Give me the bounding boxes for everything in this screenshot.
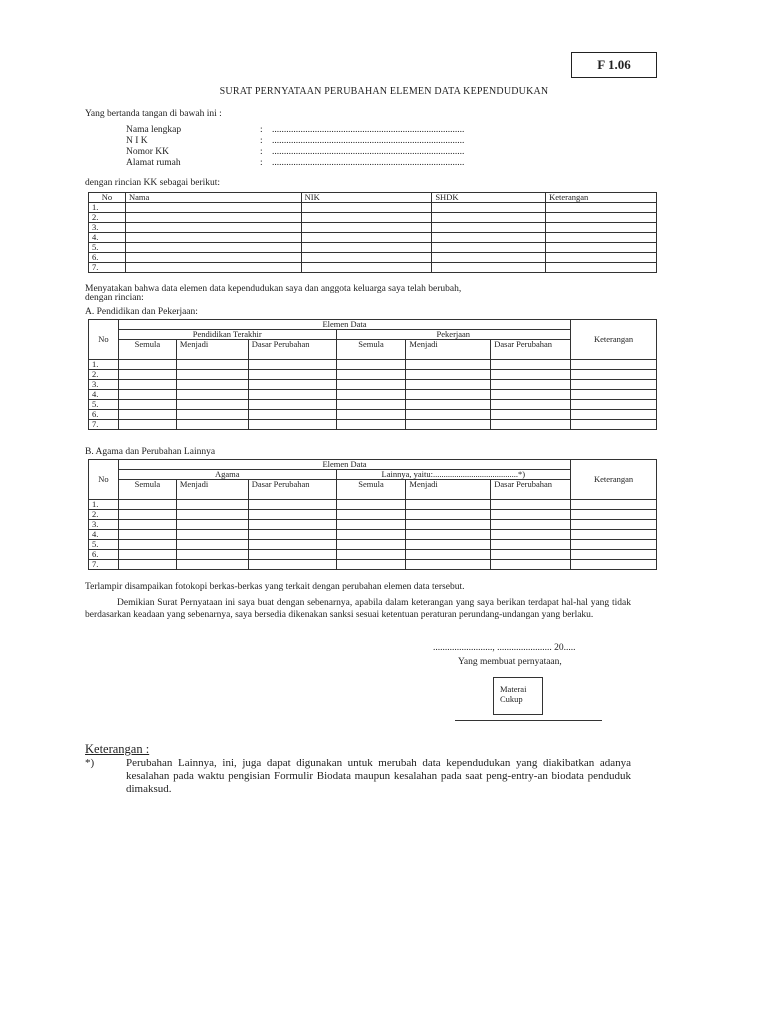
a-cell[interactable] — [336, 400, 406, 410]
a-cell[interactable] — [491, 390, 571, 400]
kk-cell[interactable] — [546, 223, 657, 233]
a-cell[interactable] — [406, 370, 491, 380]
a-cell[interactable] — [336, 390, 406, 400]
a-cell[interactable] — [248, 380, 336, 390]
kk-header-keterangan: Keterangan — [546, 193, 657, 203]
b-cell[interactable] — [406, 550, 491, 560]
table-row — [89, 380, 657, 390]
a-cell[interactable] — [571, 410, 657, 420]
b-cell[interactable] — [336, 510, 406, 520]
notes-marker: *) — [85, 757, 95, 769]
b-cell[interactable] — [571, 530, 657, 540]
kk-header-no: No — [89, 193, 126, 203]
kk-cell[interactable] — [301, 203, 432, 213]
table-row — [89, 410, 657, 420]
a-cell[interactable] — [248, 420, 336, 430]
b-cell[interactable] — [118, 520, 176, 530]
kk-cell[interactable] — [125, 233, 301, 243]
a-cell[interactable] — [118, 360, 176, 370]
b-cell[interactable] — [176, 560, 248, 570]
form-title: SURAT PERNYATAAN PERUBAHAN ELEMEN DATA KEPENDUDUKAN — [219, 86, 549, 97]
intro-text: Yang bertanda tangan di bawah ini : — [85, 109, 222, 119]
row-number: 7. — [89, 263, 126, 273]
kk-cell[interactable] — [125, 203, 301, 213]
stamp-label-2: Cukup — [500, 694, 523, 704]
table-row — [89, 560, 657, 570]
col-semula: Semula — [118, 340, 176, 360]
row-number: 4. — [89, 390, 119, 400]
b-cell[interactable] — [176, 550, 248, 560]
section-a-heading: A. Pendidikan dan Pekerjaan: — [85, 307, 198, 317]
identity-colon: : — [260, 125, 263, 135]
a-cell[interactable] — [118, 400, 176, 410]
b-cell[interactable] — [176, 530, 248, 540]
a-cell[interactable] — [118, 380, 176, 390]
a-cell[interactable] — [176, 420, 248, 430]
row-number: 4. — [89, 233, 126, 243]
col-menjadi: Menjadi — [176, 480, 248, 500]
a-cell[interactable] — [571, 390, 657, 400]
a-cell[interactable] — [248, 410, 336, 420]
col-semula: Semula — [336, 480, 406, 500]
a-cell[interactable] — [406, 400, 491, 410]
a-cell[interactable] — [571, 400, 657, 410]
row-number: 4. — [89, 530, 119, 540]
b-cell[interactable] — [491, 560, 571, 570]
a-cell[interactable] — [248, 390, 336, 400]
a-cell[interactable] — [248, 400, 336, 410]
statement-line2: dengan rincian: — [85, 293, 144, 303]
section-b-heading: B. Agama dan Perubahan Lainnya — [85, 447, 216, 457]
row-number: 6. — [89, 253, 126, 263]
b-cell[interactable] — [406, 540, 491, 550]
b-cell[interactable] — [248, 530, 336, 540]
b-cell[interactable] — [176, 540, 248, 550]
a-cell[interactable] — [176, 380, 248, 390]
b-cell[interactable] — [571, 510, 657, 520]
a-cell[interactable] — [491, 420, 571, 430]
a-cell[interactable] — [406, 390, 491, 400]
a-cell[interactable] — [176, 410, 248, 420]
row-number: 1. — [89, 500, 119, 510]
identity-label: Alamat rumah — [126, 158, 181, 168]
b-cell[interactable] — [118, 560, 176, 570]
stamp-label-1: Materai — [500, 684, 527, 694]
col-semula: Semula — [118, 480, 176, 500]
closing-paragraph: Demikian Surat Pernyataan ini saya buat dengan sebenarnya, apabila dalam keterangan yang saya berikan terdapat hal-hal yang tidak berdasarkan keadaan yang sebenarnya, saya bersedia dikenakan sanksi sesuai ketentuan peraturan perundang-undangan yang berlaku. — [85, 598, 631, 620]
a-cell[interactable] — [571, 380, 657, 390]
kk-cell[interactable] — [546, 203, 657, 213]
identity-label: Nomor KK — [126, 147, 170, 157]
kk-cell[interactable] — [125, 253, 301, 263]
a-cell[interactable] — [118, 370, 176, 380]
kk-cell[interactable] — [432, 223, 546, 233]
identity-blank: ................................................................................. — [272, 158, 465, 168]
identity-colon: : — [260, 136, 263, 146]
table-row — [89, 203, 657, 213]
row-number: 6. — [89, 550, 119, 560]
kk-header-row — [89, 193, 657, 203]
section-b-no-header: No — [89, 460, 119, 500]
identity-blank: ................................................................................. — [272, 147, 465, 157]
section-a-table — [88, 319, 657, 430]
kk-cell[interactable] — [432, 243, 546, 253]
form-code-box — [571, 52, 657, 78]
b-cell[interactable] — [571, 500, 657, 510]
table-row — [89, 263, 657, 273]
kk-cell[interactable] — [301, 263, 432, 273]
table-row — [89, 400, 657, 410]
b-cell[interactable] — [176, 500, 248, 510]
table-row — [89, 360, 657, 370]
kk-cell[interactable] — [301, 223, 432, 233]
row-number: 2. — [89, 213, 126, 223]
col-dasar-perubahan: Dasar Perubahan — [248, 340, 336, 360]
b-cell[interactable] — [491, 520, 571, 530]
a-cell[interactable] — [571, 370, 657, 380]
a-cell[interactable] — [406, 410, 491, 420]
b-cell[interactable] — [406, 510, 491, 520]
kk-table — [88, 192, 657, 273]
kk-cell[interactable] — [125, 213, 301, 223]
col-dasar-perubahan: Dasar Perubahan — [491, 340, 571, 360]
b-cell[interactable] — [571, 550, 657, 560]
form-code: F 1.06 — [597, 57, 631, 72]
table-row — [89, 510, 657, 520]
identity-row-name — [126, 125, 464, 135]
a-cell[interactable] — [118, 410, 176, 420]
kk-cell[interactable] — [125, 223, 301, 233]
b-cell[interactable] — [406, 520, 491, 530]
section-a-no-header: No — [89, 320, 119, 360]
identity-row-nik — [126, 136, 464, 146]
b-cell[interactable] — [406, 560, 491, 570]
section-b-keterangan-header: Keterangan — [571, 460, 657, 500]
row-number: 5. — [89, 243, 126, 253]
col-menjadi: Menjadi — [406, 340, 491, 360]
a-cell[interactable] — [491, 410, 571, 420]
kk-cell[interactable] — [301, 243, 432, 253]
table-row — [89, 213, 657, 223]
a-cell[interactable] — [118, 420, 176, 430]
statement-line1: Menyatakan bahwa data elemen data kependudukan saya dan anggota keluarga saya telah berubah, — [85, 284, 462, 294]
b-cell[interactable] — [118, 510, 176, 520]
col-dasar-perubahan: Dasar Perubahan — [248, 480, 336, 500]
col-menjadi: Menjadi — [176, 340, 248, 360]
a-cell[interactable] — [491, 360, 571, 370]
section-a-group-row — [89, 320, 657, 330]
b-cell[interactable] — [336, 500, 406, 510]
a-cell[interactable] — [336, 380, 406, 390]
col-semula: Semula — [336, 340, 406, 360]
row-number: 5. — [89, 400, 119, 410]
table-row — [89, 233, 657, 243]
stamp-box — [493, 677, 543, 715]
signer-label: Yang membuat pernyataan, — [458, 657, 562, 667]
a-cell[interactable] — [491, 400, 571, 410]
a-cell[interactable] — [176, 360, 248, 370]
b-cell[interactable] — [571, 560, 657, 570]
row-number: 7. — [89, 420, 119, 430]
table-row — [89, 550, 657, 560]
kk-cell[interactable] — [546, 213, 657, 223]
a-cell[interactable] — [336, 410, 406, 420]
identity-blank: ................................................................................. — [272, 125, 465, 135]
b-cell[interactable] — [118, 530, 176, 540]
section-b-right-group: Lainnya, yaitu:........................................*) — [336, 470, 571, 480]
table-row — [89, 540, 657, 550]
a-cell[interactable] — [406, 360, 491, 370]
b-cell[interactable] — [176, 510, 248, 520]
identity-row-kk — [126, 147, 464, 157]
table-row — [89, 530, 657, 540]
kk-cell[interactable] — [432, 213, 546, 223]
kk-cell[interactable] — [125, 243, 301, 253]
row-number: 6. — [89, 410, 119, 420]
identity-label: Nama lengkap — [126, 125, 182, 135]
kk-header-shdk: SHDK — [432, 193, 546, 203]
section-b-left-group: Agama — [118, 470, 336, 480]
section-b-group-header: Elemen Data — [118, 460, 570, 470]
a-cell[interactable] — [248, 360, 336, 370]
b-cell[interactable] — [491, 510, 571, 520]
b-cell[interactable] — [248, 500, 336, 510]
kk-cell[interactable] — [301, 253, 432, 263]
b-cell[interactable] — [491, 540, 571, 550]
row-number: 1. — [89, 360, 119, 370]
kk-cell[interactable] — [432, 203, 546, 213]
b-cell[interactable] — [248, 550, 336, 560]
row-number: 2. — [89, 510, 119, 520]
a-cell[interactable] — [336, 360, 406, 370]
kk-cell[interactable] — [301, 233, 432, 243]
section-b-group-row — [89, 460, 657, 470]
a-cell[interactable] — [406, 420, 491, 430]
section-a-left-group: Pendidikan Terakhir — [118, 330, 336, 340]
identity-row-address — [126, 158, 464, 168]
notes-heading: Keterangan : — [85, 742, 150, 756]
kk-cell[interactable] — [546, 243, 657, 253]
row-number: 3. — [89, 520, 119, 530]
kk-cell[interactable] — [546, 233, 657, 243]
b-cell[interactable] — [248, 560, 336, 570]
table-row — [89, 420, 657, 430]
b-cell[interactable] — [571, 540, 657, 550]
row-number: 2. — [89, 370, 119, 380]
kk-intro: dengan rincian KK sebagai berikut: — [85, 178, 221, 188]
a-cell[interactable] — [176, 390, 248, 400]
table-row — [89, 243, 657, 253]
signature-line — [455, 720, 602, 721]
identity-colon: : — [260, 158, 263, 168]
b-cell[interactable] — [491, 550, 571, 560]
table-row — [89, 390, 657, 400]
kk-header-nama: Nama — [125, 193, 301, 203]
b-cell[interactable] — [248, 520, 336, 530]
b-cell[interactable] — [248, 540, 336, 550]
table-row — [89, 223, 657, 233]
a-cell[interactable] — [336, 370, 406, 380]
b-cell[interactable] — [491, 500, 571, 510]
kk-cell[interactable] — [546, 263, 657, 273]
identity-blank: ................................................................................. — [272, 136, 465, 146]
section-a-right-group: Pekerjaan — [336, 330, 571, 340]
b-cell[interactable] — [336, 550, 406, 560]
b-cell[interactable] — [118, 540, 176, 550]
row-number: 3. — [89, 380, 119, 390]
a-cell[interactable] — [176, 400, 248, 410]
b-cell[interactable] — [336, 540, 406, 550]
table-row — [89, 370, 657, 380]
kk-cell[interactable] — [432, 233, 546, 243]
kk-cell[interactable] — [432, 253, 546, 263]
b-cell[interactable] — [336, 520, 406, 530]
b-cell[interactable] — [118, 500, 176, 510]
b-cell[interactable] — [118, 550, 176, 560]
section-b-table — [88, 459, 657, 570]
a-cell[interactable] — [406, 380, 491, 390]
a-cell[interactable] — [248, 370, 336, 380]
section-a-group-header: Elemen Data — [118, 320, 570, 330]
b-cell[interactable] — [336, 560, 406, 570]
identity-colon: : — [260, 147, 263, 157]
b-cell[interactable] — [336, 530, 406, 540]
b-cell[interactable] — [406, 530, 491, 540]
b-cell[interactable] — [248, 510, 336, 520]
a-cell[interactable] — [491, 370, 571, 380]
col-menjadi: Menjadi — [406, 480, 491, 500]
table-row — [89, 520, 657, 530]
kk-cell[interactable] — [125, 263, 301, 273]
table-row — [89, 253, 657, 263]
kk-header-nik: NIK — [301, 193, 432, 203]
b-cell[interactable] — [406, 500, 491, 510]
row-number: 1. — [89, 203, 126, 213]
notes-text: Perubahan Lainnya, ini, juga dapat digunakan untuk merubah data kependudukan yang diakibatkan adanya kesalahan pada waktu pengisian Formulir Biodata maupun kesalahan pada saat peng-entry-an biodata penduduk dimaksud. — [126, 757, 631, 795]
row-number: 7. — [89, 560, 119, 570]
table-row — [89, 500, 657, 510]
col-dasar-perubahan: Dasar Perubahan — [491, 480, 571, 500]
b-cell[interactable] — [176, 520, 248, 530]
a-cell[interactable] — [176, 370, 248, 380]
b-cell[interactable] — [491, 530, 571, 540]
kk-cell[interactable] — [432, 263, 546, 273]
a-cell[interactable] — [571, 360, 657, 370]
row-number: 5. — [89, 540, 119, 550]
row-number: 3. — [89, 223, 126, 233]
kk-cell[interactable] — [301, 213, 432, 223]
a-cell[interactable] — [491, 380, 571, 390]
a-cell[interactable] — [571, 420, 657, 430]
place-date-line: ........................., ....................... 20..... — [433, 643, 576, 653]
kk-cell[interactable] — [546, 253, 657, 263]
a-cell[interactable] — [336, 420, 406, 430]
section-a-keterangan-header: Keterangan — [571, 320, 657, 360]
a-cell[interactable] — [118, 390, 176, 400]
attachment-note: Terlampir disampaikan fotokopi berkas-berkas yang terkait dengan perubahan elemen data tersebut. — [85, 582, 465, 592]
identity-label: N I K — [126, 136, 148, 146]
b-cell[interactable] — [571, 520, 657, 530]
